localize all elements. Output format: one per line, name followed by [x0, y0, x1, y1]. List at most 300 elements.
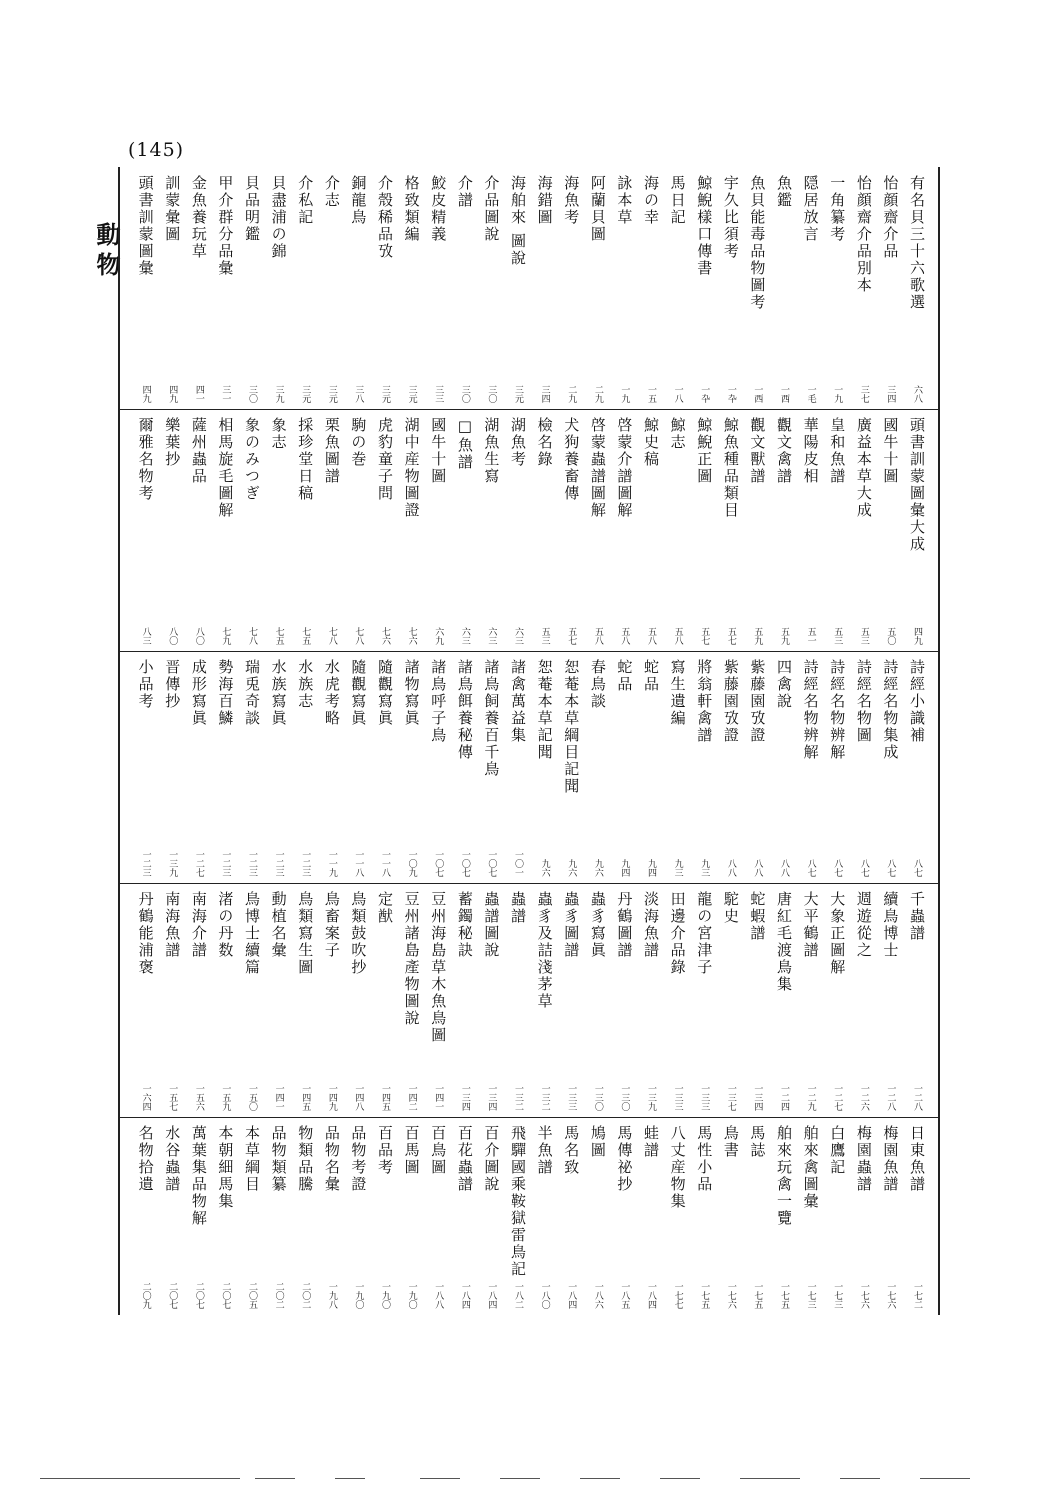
entry-title: 蛇蝦譜 [748, 891, 767, 942]
entry-page-number: 三四 [885, 385, 896, 403]
index-entry [558, 409, 584, 651]
index-entry [771, 167, 797, 409]
entry-title: 魚貝能毒品物圖考 [748, 175, 767, 311]
index-band [120, 409, 938, 651]
entry-page-number: 一五〇 [247, 1084, 257, 1111]
entry-title: 隠居放言 [801, 175, 820, 243]
entry-title: 鳥類寫生圖 [296, 891, 315, 976]
entry-title: 舶來玩禽一覽 [775, 1125, 793, 1227]
entry-title: 馬誌 [748, 1125, 767, 1159]
index-entry [532, 409, 558, 651]
index-entry [585, 651, 611, 883]
footer-rule [500, 1478, 540, 1479]
entry-page-number: 一二七 [193, 850, 204, 877]
entry-page-number: 一三四 [752, 1084, 763, 1111]
entry-title: 田邊介品錄 [668, 891, 687, 976]
entry-title: 海舶來 圖說 [509, 175, 527, 267]
entry-page-number: 一八八 [433, 1282, 444, 1309]
entry-page-number: 一一八 [353, 850, 364, 877]
entry-title: 週遊從之 [854, 891, 873, 959]
index-entry [399, 409, 425, 651]
entry-page-number: 一卆 [699, 385, 710, 403]
entry-page-number: 八七 [805, 859, 816, 877]
index-entry [292, 167, 318, 409]
entry-page-number: 三〇 [486, 385, 497, 403]
entry-title: 鳩圖 [588, 1125, 607, 1159]
index-entry [266, 167, 292, 409]
index-entry [292, 651, 318, 883]
index-entry [744, 651, 770, 883]
index-entry [399, 1117, 425, 1315]
entry-title: 諸物寫眞 [402, 659, 421, 727]
index-entry [744, 409, 770, 651]
index-entry [133, 651, 159, 883]
entry-title: 一角纂考 [828, 175, 847, 243]
entry-title: 檢名錄 [535, 417, 554, 468]
entry-page-number: 七八 [247, 627, 257, 645]
entry-page-number: 九三 [699, 859, 710, 877]
footer-rule [660, 1478, 700, 1479]
index-entry [319, 883, 345, 1117]
entry-page-number: 五一 [805, 627, 816, 645]
entry-page-number: 八七 [858, 859, 869, 877]
index-entry [771, 1117, 797, 1315]
entry-page-number: 八〇 [193, 627, 204, 645]
entry-page-number: 一七五 [752, 1282, 763, 1309]
index-entry [904, 651, 930, 883]
entry-title: 四禽說 [775, 659, 793, 710]
entry-title: 華陽皮相 [801, 417, 820, 485]
index-entry [611, 1117, 637, 1315]
entry-title: 瑞兎奇談 [243, 659, 261, 727]
entry-page-number: 一七六 [858, 1282, 869, 1309]
entry-title: 鯨史稿 [642, 417, 660, 468]
index-entry [771, 883, 797, 1117]
index-entry [718, 1117, 744, 1315]
index-entry [212, 1117, 238, 1315]
entry-page-number: 五九 [779, 627, 789, 645]
entry-page-number: 一五 [646, 385, 656, 403]
entry-page-number: 一九〇 [406, 1282, 417, 1309]
index-entry [851, 167, 877, 409]
index-entry [824, 167, 850, 409]
entry-page-number: 一三七 [725, 1084, 736, 1111]
entry-title: □魚譜 [455, 417, 474, 471]
index-entry [558, 883, 584, 1117]
index-entry [319, 651, 345, 883]
index-entry [292, 409, 318, 651]
entry-title: 虎豹童子問 [376, 417, 394, 502]
entry-page-number: 九六 [566, 859, 577, 877]
index-entry [159, 651, 185, 883]
entry-page-number: 四一 [193, 385, 204, 403]
entry-title: 啓蒙介譜圖解 [615, 417, 634, 519]
index-band [120, 651, 938, 883]
entry-page-number: 一毛 [805, 385, 816, 403]
entry-title: 將翁軒禽譜 [695, 659, 714, 744]
entry-title: 品物名彙 [322, 1125, 341, 1193]
entry-title: 頭書訓蒙圖彙大成 [908, 417, 926, 553]
entry-page-number: 一二三 [140, 850, 151, 877]
index-entry [558, 167, 584, 409]
entry-title: 栗魚圖譜 [322, 417, 341, 485]
index-entry [798, 651, 824, 883]
index-entry [771, 409, 797, 651]
entry-title: 湖魚考 [509, 417, 527, 468]
index-entry [186, 409, 212, 651]
entry-title: 鳥博士續篇 [243, 891, 261, 976]
entry-page-number: 八八 [779, 859, 789, 877]
entry-page-number: 一〇七 [433, 850, 444, 877]
entry-title: 駝史 [721, 891, 740, 925]
index-entry [345, 409, 371, 651]
entry-title: 龍の宮津子 [695, 891, 714, 976]
entry-page-number: 一八二 [513, 1282, 523, 1309]
entry-page-number: 三〇 [459, 385, 470, 403]
index-entry [691, 651, 717, 883]
entry-title: 寫生遺編 [668, 659, 687, 727]
entry-title: 觀文獸譜 [748, 417, 767, 485]
entry-page-number: 一二四 [779, 1084, 789, 1111]
entry-page-number: 一二三 [247, 850, 257, 877]
entry-page-number: 七五 [300, 627, 311, 645]
index-entry [824, 409, 850, 651]
entry-title: 日東魚譜 [908, 1125, 926, 1193]
entry-title: 海魚考 [562, 175, 581, 226]
index-entry [292, 1117, 318, 1315]
band-divider [120, 409, 938, 410]
entry-page-number: 五八 [672, 627, 683, 645]
entry-title: 千蟲譜 [908, 891, 926, 942]
entry-page-number: 八八 [752, 859, 763, 877]
entry-title: 詠本草 [615, 175, 634, 226]
entry-title: 鯨志 [668, 417, 687, 451]
entry-title: 介品圖說 [482, 175, 501, 243]
index-entry [611, 651, 637, 883]
entry-title: 相馬旋毛圖解 [216, 417, 235, 519]
index-entry [824, 1117, 850, 1315]
entry-title: 湖魚生寫 [482, 417, 501, 485]
entry-page-number: 一五九 [220, 1084, 231, 1111]
entry-title: 廣益本草大成 [854, 417, 873, 519]
index-entry [744, 883, 770, 1117]
entry-page-number: 五八 [592, 627, 603, 645]
index-entry [665, 883, 691, 1117]
index-entry [611, 883, 637, 1117]
entry-title: 蓄鐲秘訣 [455, 891, 474, 959]
index-entry [478, 1117, 504, 1315]
index-entry [266, 1117, 292, 1315]
index-entry [665, 167, 691, 409]
entry-title: 金魚養玩草 [189, 175, 208, 260]
index-entry [159, 1117, 185, 1315]
index-entry [877, 409, 903, 651]
entry-page-number: 五九 [752, 627, 763, 645]
index-entry [345, 651, 371, 883]
entry-title: 隨觀寫眞 [349, 659, 368, 727]
index-entry [824, 651, 850, 883]
entry-title: 馬性小品 [695, 1125, 714, 1193]
index-entry [372, 883, 398, 1117]
index-entry [798, 167, 824, 409]
entry-page-number: 五七 [725, 627, 736, 645]
entry-page-number: 一八四 [646, 1282, 656, 1309]
entry-page-number: 一四二 [406, 1084, 417, 1111]
index-band [120, 1117, 938, 1315]
entry-page-number: 一五七 [167, 1084, 178, 1111]
entry-title: 詩經名物圖 [854, 659, 873, 744]
entry-title: 本草綱目 [243, 1125, 261, 1193]
entry-page-number: 七八 [353, 627, 364, 645]
entry-page-number: 一七七 [672, 1282, 683, 1309]
entry-page-number: 三元 [513, 385, 523, 403]
entry-title: 詩經小識補 [908, 659, 926, 744]
index-entry [186, 167, 212, 409]
entry-title: 水族志 [296, 659, 315, 710]
entry-title: 馬傳祕抄 [615, 1125, 634, 1193]
entry-page-number: 一二三 [273, 850, 284, 877]
entry-page-number: 一西 [779, 385, 789, 403]
entry-page-number: 八七 [832, 859, 843, 877]
entry-title: 鯨鯢樣口傳書 [695, 175, 714, 277]
entry-title: 馬名致 [562, 1125, 581, 1176]
entry-page-number: 一八四 [486, 1282, 497, 1309]
entry-title: 鳥類鼓吹抄 [349, 891, 368, 976]
index-entry [851, 1117, 877, 1315]
index-entry [452, 409, 478, 651]
entry-title: 定猷 [376, 891, 394, 925]
entry-page-number: 一八〇 [539, 1282, 550, 1309]
entry-page-number: 一六四 [140, 1084, 151, 1111]
entry-page-number: 一四五 [380, 1084, 390, 1111]
index-entry [585, 409, 611, 651]
entry-title: 渚の丹数 [216, 891, 235, 959]
index-entry [345, 883, 371, 1117]
entry-title: 水谷蟲譜 [163, 1125, 182, 1193]
entry-title: 介殼稀品攷 [376, 175, 394, 260]
band-divider [120, 1117, 938, 1118]
entry-page-number: 一四一 [433, 1084, 444, 1111]
entry-title: 南海魚譜 [163, 891, 182, 959]
index-entry [478, 409, 504, 651]
entry-title: 駒の巻 [349, 417, 368, 468]
index-entry [638, 651, 664, 883]
entry-page-number: 五三 [858, 627, 869, 645]
index-entry [345, 167, 371, 409]
index-entry [478, 651, 504, 883]
entry-page-number: 八七 [912, 859, 922, 877]
index-entry [239, 883, 265, 1117]
entry-page-number: 一八五 [619, 1282, 630, 1309]
entry-page-number: 七八 [326, 627, 337, 645]
index-entry [452, 883, 478, 1117]
entry-page-number: 九六 [539, 859, 550, 877]
entry-title: 格致類編 [402, 175, 421, 243]
footer-rule [580, 1478, 620, 1479]
entry-page-number: 七五 [273, 627, 284, 645]
index-entry [425, 409, 451, 651]
entry-title: 薩州蟲品 [189, 417, 208, 485]
entry-page-number: 二〇五 [247, 1282, 257, 1309]
index-entry [877, 167, 903, 409]
entry-page-number: 三七 [858, 385, 869, 403]
entry-title: 豆州海島草木魚鳥圖 [429, 891, 448, 1044]
entry-page-number: 二〇七 [167, 1282, 178, 1309]
entry-page-number: 一八 [672, 385, 683, 403]
entry-title: 晋傳抄 [163, 659, 182, 710]
entry-page-number: 二〇二 [273, 1282, 284, 1309]
entry-title: 爾雅名物考 [136, 417, 155, 502]
entry-title: 品物類纂 [269, 1125, 288, 1193]
index-entry [718, 409, 744, 651]
entry-title: 名物拾遺 [136, 1125, 155, 1193]
entry-page-number: 九四 [646, 859, 656, 877]
footer-rule [420, 1478, 460, 1479]
index-entry [345, 1117, 371, 1315]
entry-page-number: 三八 [353, 385, 364, 403]
entry-title: 詩經名物集成 [881, 659, 900, 761]
entry-page-number: 九六 [592, 859, 603, 877]
index-entry [558, 651, 584, 883]
entry-page-number: 一〇七 [486, 850, 497, 877]
entry-page-number: 一二六 [858, 1084, 869, 1111]
entry-title: 詩經名物辨解 [828, 659, 847, 761]
index-entry [691, 883, 717, 1117]
entry-title: 丹鶴圖譜 [615, 891, 634, 959]
entry-page-number: 八七 [885, 859, 896, 877]
footer-rule [335, 1478, 365, 1479]
entry-title: 半魚譜 [535, 1125, 554, 1176]
entry-title: 犬狗養畜傳 [562, 417, 581, 502]
entry-page-number: 一〇一 [513, 850, 523, 877]
entry-page-number: 五三 [832, 627, 843, 645]
entry-page-number: 七六 [380, 627, 390, 645]
entry-page-number: 一九 [832, 385, 843, 403]
entry-title: 百品考 [376, 1125, 394, 1176]
index-table [118, 167, 940, 1315]
entry-title: 蟲豸及詰淺茅草 [535, 891, 554, 1010]
entry-title: 豆州諸島產物圖說 [402, 891, 421, 1027]
entry-page-number: 五七 [699, 627, 710, 645]
entry-page-number: 二〇二 [300, 1282, 311, 1309]
index-entry [319, 167, 345, 409]
entry-title: 蟲譜圖說 [482, 891, 501, 959]
index-entry [851, 651, 877, 883]
entry-title: 蛇品 [642, 659, 660, 693]
entry-page-number: 九三 [672, 859, 683, 877]
index-entry [691, 409, 717, 651]
entry-page-number: 一〇九 [406, 850, 417, 877]
entry-title: 百鳥圖 [429, 1125, 448, 1176]
entry-page-number: 一七六 [885, 1282, 896, 1309]
index-entry [505, 651, 531, 883]
entry-page-number: 一一九 [326, 850, 337, 877]
entry-title: 貝品明鑑 [243, 175, 261, 243]
entry-title: 海の幸 [642, 175, 660, 226]
entry-page-number: 一三二 [513, 1084, 523, 1111]
index-entry [372, 651, 398, 883]
index-entry [718, 167, 744, 409]
index-entry [212, 651, 238, 883]
entry-title: 勢海百鱗 [216, 659, 235, 727]
entry-title: 介私記 [296, 175, 315, 226]
entry-page-number: 一三四 [459, 1084, 470, 1111]
index-entry [212, 883, 238, 1117]
entry-page-number: 二九 [592, 385, 603, 403]
entry-page-number: 五三 [539, 627, 550, 645]
index-entry [505, 883, 531, 1117]
entry-page-number: 一二七 [832, 1084, 843, 1111]
entry-page-number: 一七五 [699, 1282, 710, 1309]
index-entry [744, 1117, 770, 1315]
index-entry [372, 167, 398, 409]
entry-title: 水虎考略 [322, 659, 341, 727]
index-entry [212, 167, 238, 409]
entry-title: 梅園魚譜 [881, 1125, 900, 1193]
entry-page-number: 四九 [912, 627, 922, 645]
entry-page-number: 七六 [406, 627, 417, 645]
entry-page-number: 一二三 [220, 850, 231, 877]
entry-page-number: 三四 [539, 385, 550, 403]
entry-page-number: 一三〇 [592, 1084, 603, 1111]
index-entry [266, 883, 292, 1117]
entry-title: 象のみつぎ [243, 417, 261, 502]
entry-page-number: 一三二 [539, 1084, 550, 1111]
index-entry [425, 167, 451, 409]
entry-page-number: 九四 [619, 859, 630, 877]
index-entry [505, 167, 531, 409]
index-entry [399, 883, 425, 1117]
entry-title: 續鳥博士 [881, 891, 900, 959]
entry-page-number: 八三 [140, 627, 151, 645]
entry-title: 本朝細馬集 [216, 1125, 235, 1210]
entry-page-number: 五八 [619, 627, 630, 645]
index-entry [611, 167, 637, 409]
entry-page-number: 一卆 [725, 385, 736, 403]
band-divider [120, 883, 938, 884]
index-entry [425, 651, 451, 883]
entry-page-number: 一三三 [699, 1084, 710, 1111]
index-entry [505, 1117, 531, 1315]
entry-page-number: 一四八 [353, 1084, 364, 1111]
entry-title: 鳥畜案子 [322, 891, 341, 959]
index-band [120, 167, 938, 409]
entry-title: 詩經名物辨解 [801, 659, 820, 761]
entry-title: 海錯圖 [535, 175, 554, 226]
entry-title: 怡顔齋介品 [881, 175, 900, 260]
index-entry [585, 1117, 611, 1315]
entry-title: 鯨魚種品類目 [721, 417, 740, 519]
index-entry [638, 883, 664, 1117]
entry-page-number: 一二九 [805, 1084, 816, 1111]
entry-title: 萬葉集品物解 [189, 1125, 208, 1227]
index-entry [186, 651, 212, 883]
index-entry [239, 1117, 265, 1315]
index-entry [665, 651, 691, 883]
entry-title: 舶來禽圖彙 [801, 1125, 820, 1210]
index-entry [532, 1117, 558, 1315]
entry-title: 皇和魚譜 [828, 417, 847, 485]
index-entry [239, 409, 265, 651]
index-entry [159, 883, 185, 1117]
index-entry [372, 1117, 398, 1315]
entry-page-number: 一七五 [779, 1282, 789, 1309]
index-entry [159, 167, 185, 409]
entry-title: 鮫皮精義 [429, 175, 448, 243]
entry-title: 頭書訓蒙圖彙 [136, 175, 155, 277]
entry-page-number: 一三三 [566, 1084, 577, 1111]
entry-page-number: 一三九 [646, 1084, 656, 1111]
